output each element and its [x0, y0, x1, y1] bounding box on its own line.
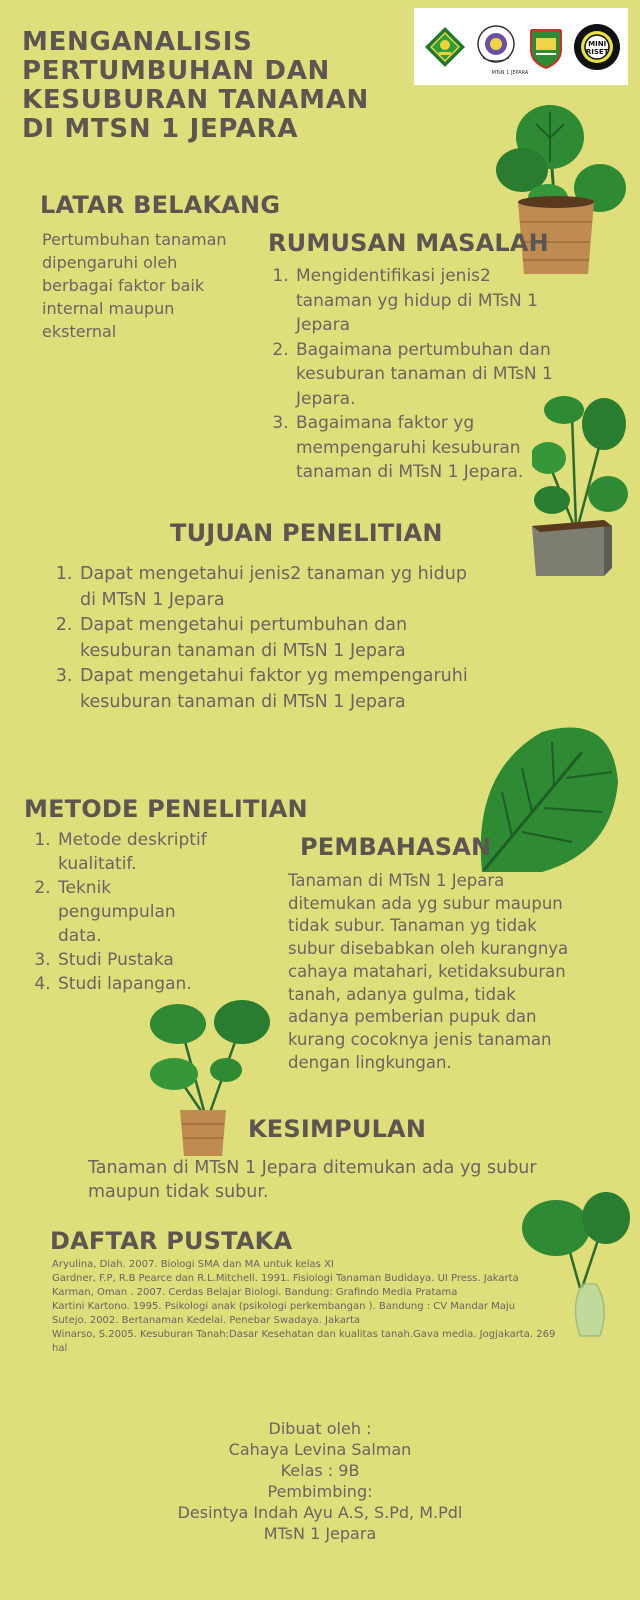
list-item: Sutejo. 2002. Bertanaman Kedelai. Penebar Swadaya. Jakarta — [52, 1315, 361, 1326]
tujuan-penelitian-list — [56, 562, 478, 715]
mtsn-logo-caption: MTsN 1 JEPARA — [491, 70, 529, 76]
kesimpulan-heading: KESIMPULAN — [248, 1115, 427, 1143]
credits-line: Pembimbing: — [267, 1482, 373, 1501]
list-item: 2. Dapat mengetahui pertumbuhan dan kesuburan tanaman di MTsN 1 Jepara — [78, 613, 478, 664]
list-item: 3. Bagaimana faktor yg mempengaruhi kesuburan tanaman di MTsN 1 Jepara. — [294, 411, 562, 485]
mini-riset-label: MINI RISET — [585, 39, 609, 56]
rumusan-masalah-list — [272, 264, 562, 485]
list-item: Aryulina, Diah. 2007. Biologi SMA dan MA untuk kelas XI — [52, 1259, 334, 1270]
kesimpulan-text: Tanaman di MTsN 1 Jepara ditemukan ada yg subur maupun tidak subur. — [88, 1158, 537, 1202]
list-item: 3. Studi Pustaka — [56, 948, 216, 972]
rumusan-masalah-heading: RUMUSAN MASALAH — [268, 229, 549, 257]
metode-penelitian-list — [34, 828, 216, 996]
list-item: 3. Dapat mengetahui faktor yg mempengaruhi kesuburan tanaman di MTsN 1 Jepara — [78, 664, 478, 715]
credits-line: MTsN 1 Jepara — [263, 1524, 377, 1543]
metode-penelitian-heading: METODE PENELITIAN — [24, 795, 308, 823]
daftar-pustaka-heading: DAFTAR PUSTAKA — [50, 1227, 293, 1255]
credits-line: Dibuat oleh : — [268, 1419, 372, 1438]
list-item: 1. Dapat mengetahui jenis2 tanaman yg hidup di MTsN 1 Jepara — [78, 562, 478, 613]
mini-riset-logo-icon — [574, 24, 620, 70]
pembahasan-text: Tanaman di MTsN 1 Jepara ditemukan ada yg subur maupun tidak subur. Tanaman yg tidak subur disebabkan oleh kurangnya cahaya matahari, ketidaksuburan tanah, adanya gulma, tidak adanya pemberian pupuk dan kurang cocoknya jenis tanaman dengan lingkungan. — [288, 871, 569, 1072]
list-item: Gardner, F.P, R.B Pearce dan R.L.Mitchell. 1991. Fisiologi Tanaman Budidaya. UI Press. Jakarta — [52, 1273, 519, 1284]
list-item: Karman, Oman . 2007. Cerdas Belajar Biologi. Bandung: Grafindo Media Pratama — [52, 1287, 458, 1298]
pembahasan-heading: PEMBAHASAN — [300, 833, 492, 861]
monstera-planter-box-icon — [532, 396, 628, 584]
latar-belakang-heading: LATAR BELAKANG — [40, 191, 281, 219]
list-item: 2. Bagaimana pertumbuhan dan kesuburan tanaman di MTsN 1 Jepara. — [294, 338, 562, 412]
logo-strip — [414, 8, 628, 85]
list-item: Winarso, S.2005. Kesuburan Tanah:Dasar Kesehatan dan kualitas tanah.Gava media. Jogjakarta. 269 hal — [52, 1329, 556, 1354]
school-crest-logo-icon — [523, 24, 569, 70]
list-item: 2. Teknik pengumpulan data. — [56, 876, 216, 948]
kemenag-logo-icon — [422, 24, 468, 70]
credits-line: Cahaya Levina Salman — [228, 1440, 412, 1459]
tujuan-penelitian-heading: TUJUAN PENELITIAN — [170, 519, 443, 547]
credits-line: Kelas : 9B — [280, 1461, 360, 1480]
list-item: Kartini Kartono. 1995. Psikologi anak (psikologi perkembangan ). Bandung : CV Mandar Maju — [52, 1301, 516, 1312]
list-item: 1. Metode deskriptif kualitatif. — [56, 828, 216, 876]
mtsn-1-jepara-logo-icon — [473, 24, 519, 70]
credits — [0, 1418, 640, 1544]
list-item: 4. Studi lapangan. — [56, 972, 216, 996]
page-title: MENGANALISIS PERTUMBUHAN DAN KESUBURAN TANAMAN DI MTSN 1 JEPARA — [22, 27, 370, 144]
latar-belakang-text: Pertumbuhan tanaman dipengaruhi oleh berbagai faktor baik internal maupun eksternal — [42, 230, 227, 341]
daftar-pustaka-list — [52, 1258, 572, 1356]
credits-line: Desintya Indah Ayu A.S, S.Pd, M.Pdl — [177, 1503, 463, 1522]
list-item: 1. Mengidentifikasi jenis2 tanaman yg hidup di MTsN 1 Jepara — [294, 264, 562, 338]
